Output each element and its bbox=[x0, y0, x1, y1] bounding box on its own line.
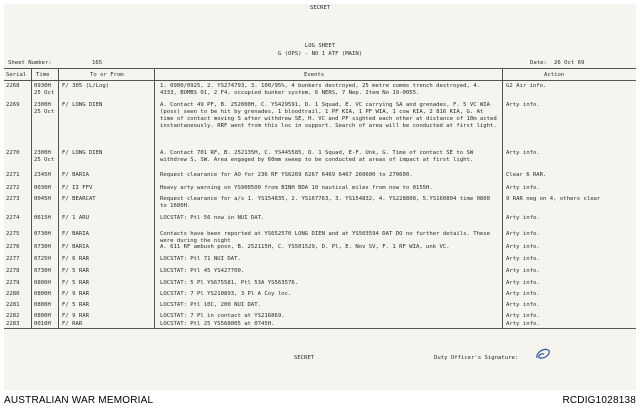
signature-label: Duty Officer's Signature: bbox=[434, 355, 519, 361]
duty-officer-signature bbox=[534, 346, 554, 362]
row-to-from: F/ BARIA bbox=[62, 244, 89, 250]
row-serial: 2270 bbox=[6, 150, 20, 156]
row-serial: 2273 bbox=[6, 196, 20, 202]
row-action: Arty info. bbox=[506, 231, 540, 237]
row-time: 0730H bbox=[34, 244, 51, 250]
table-header-rule bbox=[4, 80, 636, 81]
row-time: 0045H bbox=[34, 196, 51, 202]
date-value: 26 Oct 69 bbox=[554, 60, 585, 66]
row-to-from: F/ LONG DIEN bbox=[62, 150, 103, 156]
row-serial: 2277 bbox=[6, 256, 20, 262]
row-serial: 2268 bbox=[6, 83, 20, 89]
row-action: Arty info. bbox=[506, 302, 540, 308]
row-serial: 2272 bbox=[6, 185, 20, 191]
col-header-events: Events bbox=[304, 72, 325, 78]
row-time: 0730H bbox=[34, 231, 51, 237]
row-events: Request clearance for AO for 236 RF YS6269 6267 6469 6467 260600 to 270600. bbox=[160, 172, 413, 178]
sheet-number-label: Sheet Number: bbox=[8, 60, 52, 66]
row-events: LOCSTAT: 7 Pl in contact at YS216869. bbox=[160, 313, 285, 319]
row-events: Request clearance for a/s 1. YS154835, 2. YS167763, 3. YS154832, 4. YS228808, 5.YS160804 time 0800 to 1600H. bbox=[160, 196, 491, 209]
row-action: Arty info. bbox=[506, 150, 540, 156]
row-events: A. Contact 701 RF, B. 252135H, C. YS445585, D. 1 Squad, E-F. Unk, G. Time of contact SE to SW withdrew S, SW. Area engaged by 60mm sweep to be conducted at areas of impact at first light. bbox=[160, 150, 474, 163]
row-events: LOCSTAT: Ptl 10C, 200 NUI DAT. bbox=[160, 302, 262, 308]
col-rule-3 bbox=[154, 68, 155, 329]
col-rule-1 bbox=[31, 68, 32, 329]
row-action: Arty info. bbox=[506, 268, 540, 274]
row-action: 9 RAR neg on 4, others clear bbox=[506, 196, 601, 202]
table-bottom-rule bbox=[4, 328, 636, 329]
row-action: Clear 6 RAR. bbox=[506, 172, 547, 178]
row-to-from: F/ 5 RAR bbox=[62, 302, 89, 308]
row-serial: 2278 bbox=[6, 268, 20, 274]
row-to-from: F/ LONG DIEN bbox=[62, 102, 103, 108]
row-events: LOCSTAT: Ptl 56 now in NUI DAT. bbox=[160, 215, 265, 221]
row-events: A. 611 RF ambush posn, B. 252115H, C. YS501529, D. Pl, E. Nov SV, F. 1 RF WIA, unk VC. bbox=[160, 244, 450, 250]
row-events: Contacts have been reported at YS652570 LONG DIEN and at YS503594 DAT DO no further details. These were during the night bbox=[160, 231, 491, 244]
row-action: Arty info. bbox=[506, 185, 540, 191]
row-time: 0030H bbox=[34, 185, 51, 191]
row-events: LOCSTAT: 5 Pl YS675581, Ptl 53A YS563576. bbox=[160, 280, 299, 286]
row-time: 0615H bbox=[34, 215, 51, 221]
row-action: G2 Air info. bbox=[506, 83, 547, 89]
col-header-action: Action bbox=[544, 72, 565, 78]
classification-top: SECRET bbox=[309, 5, 331, 11]
row-serial: 2282 bbox=[6, 313, 20, 319]
row-time: 0930H 25 Oct bbox=[34, 83, 55, 96]
row-to-from: F/ 9 RAR bbox=[62, 291, 89, 297]
row-events: LOCSTAT: Ptl 25 YS568005 at 0745H. bbox=[160, 321, 275, 327]
table-top-rule bbox=[4, 68, 636, 69]
row-to-from: F/ 9 RAR bbox=[62, 313, 89, 319]
row-serial: 2279 bbox=[6, 280, 20, 286]
row-action: Arty info. bbox=[506, 321, 540, 327]
row-events: LOCSTAT: Ptl 45 YS427700. bbox=[160, 268, 245, 274]
col-rule-2 bbox=[58, 68, 59, 329]
row-time: 0800H bbox=[34, 291, 51, 297]
row-action: Arty info. bbox=[506, 244, 540, 250]
row-serial: 2281 bbox=[6, 302, 20, 308]
row-events: 1. 0900/0925, 2. YS274793, 3. 100/95%, 4 bunkers destroyed, 25 metre comms trench destroyed, 4. 4333, BOMBS 01, 2 F4, occupied bunker system, 6 NERS, 7 Nep. Item No 19-0055. bbox=[160, 83, 480, 96]
row-time: 2300H 25 Oct bbox=[34, 150, 55, 163]
row-serial: 2269 bbox=[6, 102, 20, 108]
date-label: Date: bbox=[530, 60, 547, 66]
archive-footer bbox=[0, 391, 640, 409]
unit-name: G (OPS) - NO 1 ATF (MAIN) bbox=[277, 51, 363, 57]
row-to-from: F/ RAR bbox=[62, 321, 83, 327]
row-to-from: F/ 1 ARU bbox=[62, 215, 89, 221]
row-events: LOCSTAT: 7 Pl YS210893, 3 Pl A Coy loc. bbox=[160, 291, 292, 297]
row-serial: 2280 bbox=[6, 291, 20, 297]
row-serial: 2276 bbox=[6, 244, 20, 250]
row-action: Arty info. bbox=[506, 280, 540, 286]
row-to-from: F/ II FFV bbox=[62, 185, 93, 191]
row-action: Arty info. bbox=[506, 313, 540, 319]
col-rule-4 bbox=[502, 68, 503, 329]
row-action: Arty info. bbox=[506, 215, 540, 221]
row-time: 0800H bbox=[34, 280, 51, 286]
log-sheet-title: LOG SHEET bbox=[304, 43, 336, 49]
row-serial: 2271 bbox=[6, 172, 20, 178]
col-header-time: Time bbox=[36, 72, 50, 78]
row-time: 0730H bbox=[34, 268, 51, 274]
row-events: A. Contact 49 PF, B. 252000H, C. YS429591, D. 1 Squad, E. VC carrying SA and grenades, F. 5 VC WIA (poss) seen to be hit by grenades, 1 bloodtrail, 1 PF KIA, 1 PF WIA, 1 cow KIA, 2 816 KIA, G. At time of contact moving S after withdrew SE, H. VC and PF sighted each other at distance of 10m acted instantaneously. RRF went from this loc in support. Search of area will be conducted at first light. bbox=[160, 102, 497, 129]
row-action: Arty info. bbox=[506, 291, 540, 297]
col-header-serial: Serial bbox=[6, 72, 27, 78]
archive-institution: AUSTRALIAN WAR MEMORIAL bbox=[4, 395, 154, 406]
row-to-from: F/ 305 (L/Log) bbox=[62, 83, 110, 89]
row-to-from: F/ 5 RAR bbox=[62, 268, 89, 274]
row-serial: 2274 bbox=[6, 215, 20, 221]
row-serial: 2275 bbox=[6, 231, 20, 237]
row-time: 2345H bbox=[34, 172, 51, 178]
row-time: 0800H bbox=[34, 313, 51, 319]
log-sheet-page bbox=[4, 4, 636, 390]
row-time: 0725H bbox=[34, 256, 51, 262]
row-time: 0010H bbox=[34, 321, 51, 327]
sheet-number-value: 165 bbox=[92, 60, 103, 66]
row-to-from: F/ BARIA bbox=[62, 231, 89, 237]
row-action: Arty info. bbox=[506, 256, 540, 262]
archive-reference: RCDIG1028138 bbox=[562, 395, 636, 406]
row-events: LOCSTAT: Ptl 71 NUI DAT. bbox=[160, 256, 241, 262]
row-time: 0800H bbox=[34, 302, 51, 308]
row-to-from: F/ 5 RAR bbox=[62, 280, 89, 286]
row-serial: 2283 bbox=[6, 321, 20, 327]
classification-bottom: SECRET bbox=[293, 355, 315, 361]
row-to-from: F/ BEARCAT bbox=[62, 196, 96, 202]
row-to-from: F/ BARIA bbox=[62, 172, 89, 178]
col-header-to-from: To or From bbox=[90, 72, 124, 78]
row-events: Heavy arty warning on YS900500 from BINH BDA 10 nautical miles from now to 0155H. bbox=[160, 185, 433, 191]
row-to-from: F/ 6 RAR bbox=[62, 256, 89, 262]
row-time: 2300H 25 Oct bbox=[34, 102, 55, 115]
row-action: Arty info. bbox=[506, 102, 540, 108]
